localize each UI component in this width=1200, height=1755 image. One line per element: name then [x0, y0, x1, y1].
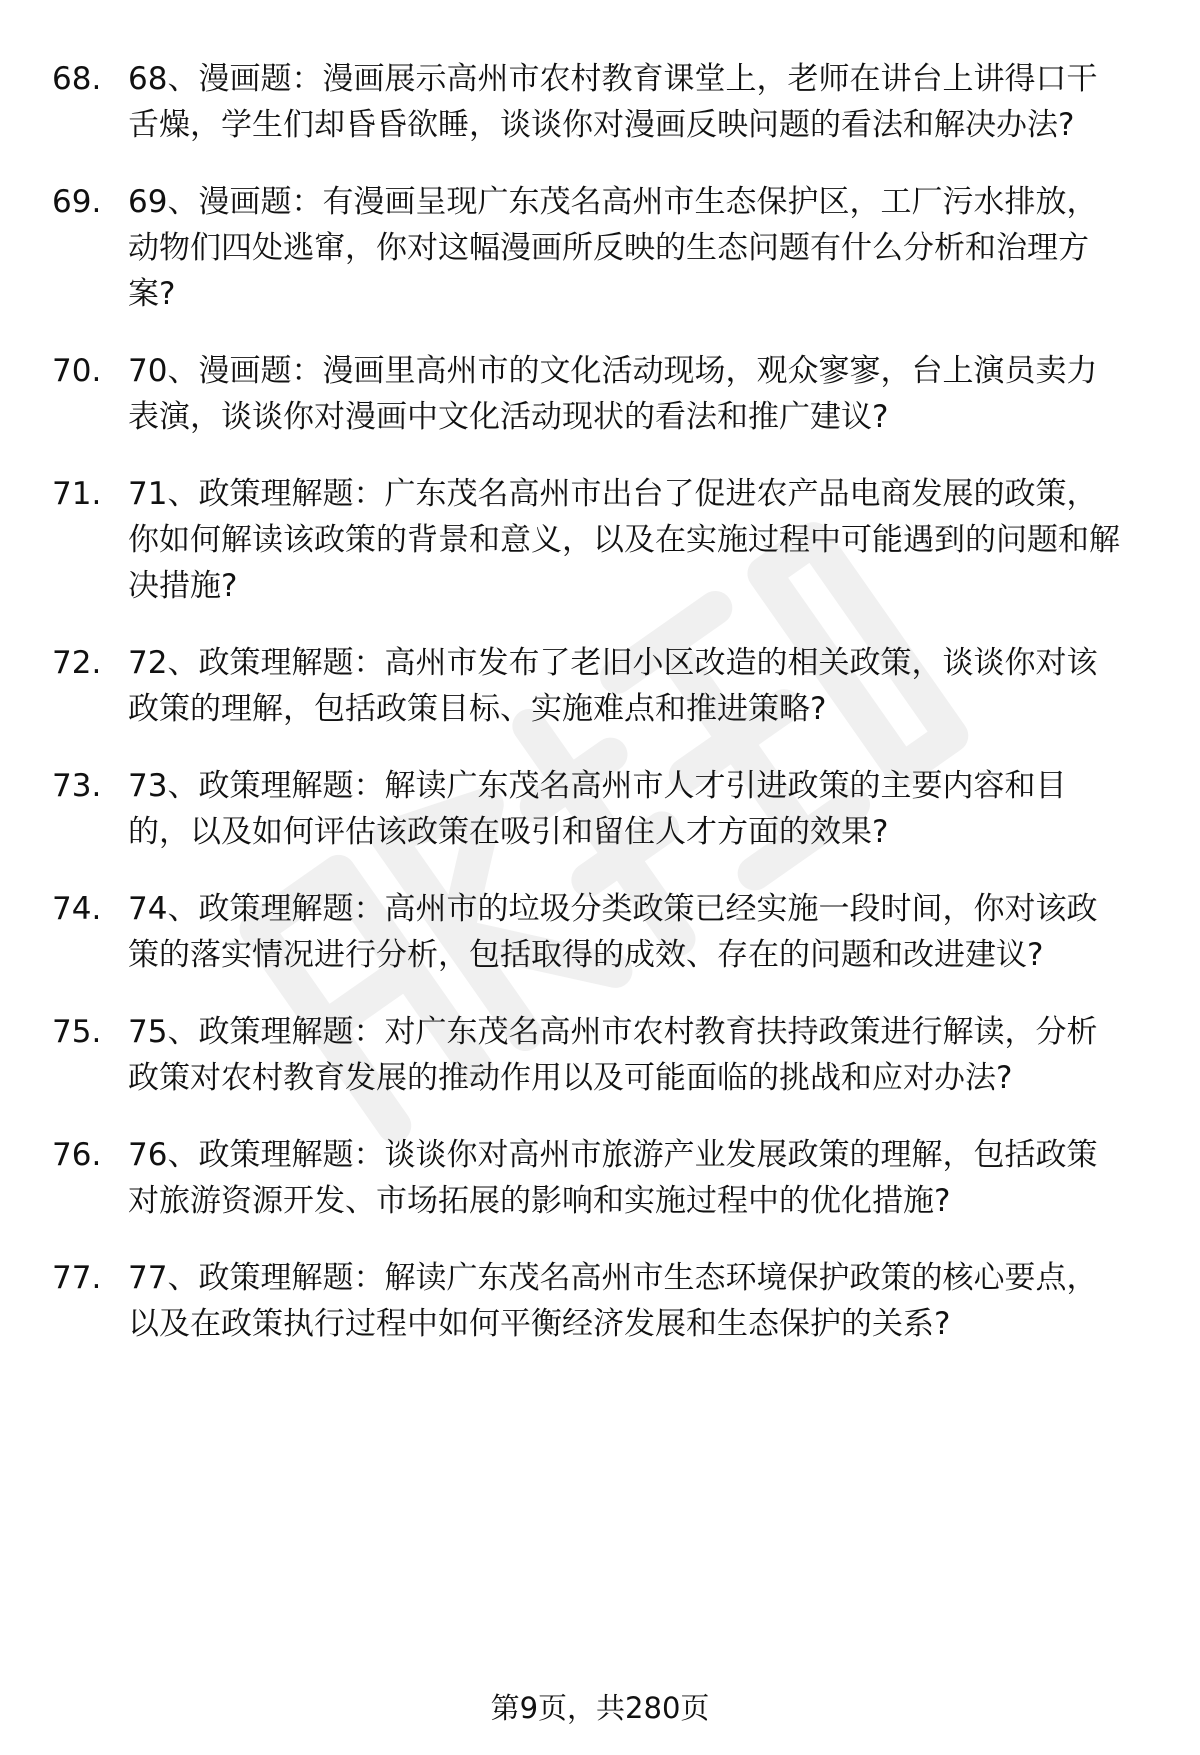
question-item — [0, 1255, 1200, 1347]
question-text: 70、漫画题：漫画里高州市的文化活动现场，观众寥寥，台上演员卖力表演，谈谈你对漫画中文化活动现状的看法和推广建议? — [128, 353, 1098, 435]
question-item — [0, 348, 1200, 440]
question-number: 72. — [52, 645, 102, 681]
question-list — [0, 56, 1200, 1378]
question-text: 74、政策理解题：高州市的垃圾分类政策已经实施一段时间，你对该政策的落实情况进行分析，包括取得的成效、存在的问题和改进建议? — [128, 891, 1098, 973]
question-text: 68、漫画题：漫画展示高州市农村教育课堂上，老师在讲台上讲得口干舌燥，学生们却昏昏欲睡，谈谈你对漫画反映问题的看法和解决办法? — [128, 61, 1098, 143]
question-number: 71. — [52, 476, 102, 512]
question-item — [0, 179, 1200, 317]
question-text: 77、政策理解题：解读广东茂名高州市生态环境保护政策的核心要点，以及在政策执行过程中如何平衡经济发展和生态保护的关系? — [128, 1260, 1098, 1342]
question-text: 72、政策理解题：高州市发布了老旧小区改造的相关政策，谈谈你对该政策的理解，包括政策目标、实施难点和推进策略? — [128, 645, 1098, 727]
question-number: 77. — [52, 1260, 102, 1296]
page-footer — [0, 1688, 1200, 1728]
question-number: 73. — [52, 768, 102, 804]
question-item — [0, 1009, 1200, 1101]
question-item — [0, 640, 1200, 732]
question-text: 75、政策理解题：对广东茂名高州市农村教育扶持政策进行解读，分析政策对农村教育发展的推动作用以及可能面临的挑战和应对办法? — [128, 1014, 1098, 1096]
question-text: 71、政策理解题：广东茂名高州市出台了促进农产品电商发展的政策，你如何解读该政策的背景和意义，以及在实施过程中可能遇到的问题和解决措施? — [128, 476, 1120, 604]
question-item — [0, 886, 1200, 978]
question-text: 76、政策理解题：谈谈你对高州市旅游产业发展政策的理解，包括政策对旅游资源开发、市场拓展的影响和实施过程中的优化措施? — [128, 1137, 1098, 1219]
question-item — [0, 1132, 1200, 1224]
question-number: 68. — [52, 61, 102, 97]
question-item — [0, 56, 1200, 148]
question-item — [0, 471, 1200, 609]
question-number: 75. — [52, 1014, 102, 1050]
question-number: 70. — [52, 353, 102, 389]
question-item — [0, 763, 1200, 855]
question-text: 69、漫画题：有漫画呈现广东茂名高州市生态保护区，工厂污水排放，动物们四处逃窜，你对这幅漫画所反映的生态问题有什么分析和治理方案? — [128, 184, 1098, 312]
question-number: 76. — [52, 1137, 102, 1173]
question-number: 74. — [52, 891, 102, 927]
question-number: 69. — [52, 184, 102, 220]
page-number-label: 第9页，共280页 — [490, 1691, 710, 1725]
question-text: 73、政策理解题：解读广东茂名高州市人才引进政策的主要内容和目的，以及如何评估该政策在吸引和留住人才方面的效果? — [128, 768, 1067, 850]
